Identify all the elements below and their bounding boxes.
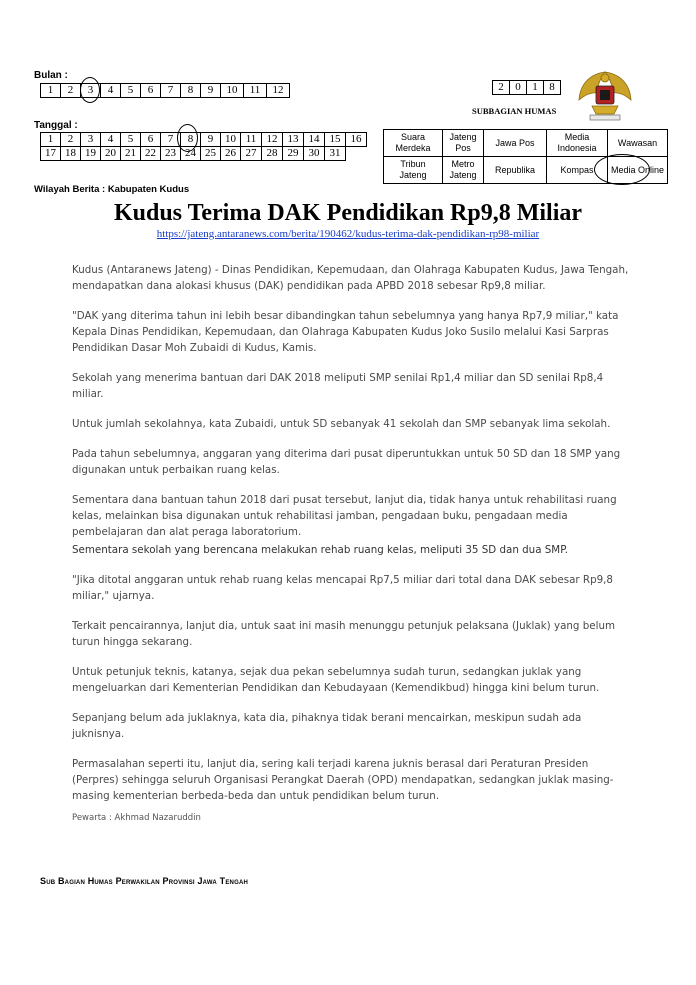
media-cell: Jateng Pos xyxy=(443,130,484,157)
day-cell: 8 xyxy=(181,133,201,147)
media-cell: Republika xyxy=(484,157,547,184)
year-digit: 1 xyxy=(527,81,544,95)
day-cell: 27 xyxy=(241,147,262,161)
day-cell: 28 xyxy=(262,147,283,161)
article-paragraph: Sekolah yang menerima bantuan dari DAK 2018 meliputi SMP senilai Rp1,4 miliar dan SD senilai Rp8,4 miliar. xyxy=(72,372,604,400)
day-cell: 9 xyxy=(201,133,221,147)
day-cell: 25 xyxy=(201,147,221,161)
media-cell: Wawasan xyxy=(608,130,668,157)
article-body xyxy=(72,262,632,826)
date-table xyxy=(40,132,367,161)
selected-day-circle xyxy=(177,124,198,152)
article-author: Pewarta : Akhmad Nazaruddin xyxy=(72,813,201,823)
day-cell: 13 xyxy=(283,133,304,147)
day-cell: 30 xyxy=(304,147,325,161)
year-digit: 8 xyxy=(544,81,561,95)
media-cell: Kompas xyxy=(547,157,608,184)
day-cell: 19 xyxy=(81,147,101,161)
article-paragraph: Untuk jumlah sekolahnya, kata Zubaidi, untuk SD sebanyak 41 sekolah dan SMP sebanyak lima sekolah. xyxy=(72,418,611,430)
day-cell: 20 xyxy=(101,147,121,161)
day-cell: 18 xyxy=(61,147,81,161)
article-paragraph: Terkait pencairannya, lanjut dia, untuk saat ini masih menunggu petunjuk pelaksana (Juklak) yang belum turun hingga sekarang. xyxy=(72,620,616,648)
month-cell: 3 xyxy=(81,84,101,98)
month-cell: 9 xyxy=(201,84,221,98)
article-paragraph: "DAK yang diterima tahun ini lebih besar dibandingkan tahun sebelumnya yang hanya Rp7,9 miliar," kata Kepala Dinas Pendidikan, Kepemudaan, dan Olahraga Kabupaten Kudus Joko Susilo melalui Kasi Sarpras Pendidikan Dasar Moh Zubaidi di Kudus, Kamis. xyxy=(72,310,619,354)
media-cell: Media Online xyxy=(608,157,668,184)
day-cell: 31 xyxy=(325,147,346,161)
month-cell: 4 xyxy=(101,84,121,98)
day-cell: 29 xyxy=(283,147,304,161)
year-digit: 0 xyxy=(510,81,527,95)
day-cell: 1 xyxy=(41,133,61,147)
day-cell: 6 xyxy=(141,133,161,147)
day-cell: 5 xyxy=(121,133,141,147)
month-cell: 12 xyxy=(267,84,290,98)
article-paragraph: Sepanjang belum ada juklaknya, kata dia, pihaknya tidak berani mencairkan, meskipun sudah ada juknisnya. xyxy=(72,712,582,740)
wilayah-label: Wilayah Berita : Kabupaten Kudus xyxy=(34,184,190,195)
day-cell: 24 xyxy=(181,147,201,161)
article-paragraph: Untuk petunjuk teknis, katanya, sejak dua pekan sebelumnya sudah turun, sedangkan juklak yang mengeluarkan dari Kementerian Pendidikan dan Kebudayaan (Kemendikbud) hingga kini belum turun. xyxy=(72,666,600,694)
month-cell: 10 xyxy=(221,84,244,98)
month-cell: 8 xyxy=(181,84,201,98)
media-cell: Media Indonesia xyxy=(547,130,608,157)
footer-label: Sub Bagian Humas Perwakilan Provinsi Jawa Tengah xyxy=(40,876,249,886)
media-cell: Suara Merdeka xyxy=(384,130,443,157)
article-paragraph: "Jika ditotal anggaran untuk rehab ruang kelas mencapai Rp7,5 miliar dari total dana DAK sebesar Rp9,8 miliar," ujarnya. xyxy=(72,574,613,602)
day-cell: 2 xyxy=(61,133,81,147)
month-cell: 7 xyxy=(161,84,181,98)
day-cell: 23 xyxy=(161,147,181,161)
day-cell: 4 xyxy=(101,133,121,147)
year-table xyxy=(492,80,561,95)
month-cell: 1 xyxy=(41,84,61,98)
tanggal-label: Tanggal : xyxy=(34,120,78,131)
day-cell: 22 xyxy=(141,147,161,161)
year-digit: 2 xyxy=(493,81,510,95)
selected-media-circle xyxy=(594,154,650,185)
day-cell: 12 xyxy=(262,133,283,147)
article-paragraph: Sementara dana bantuan tahun 2018 dari pusat tersebut, lanjut dia, tidak hanya untuk rehabilitasi ruang kelas, melainkan bisa digunakan untuk rehabilitasi jamban, pengadaan buku, pengadaan media pembelajaran dan alat peraga laboratorium. xyxy=(72,494,617,538)
selected-month-circle xyxy=(80,77,100,103)
article-paragraph: Permasalahan seperti itu, lanjut dia, sering kali terjadi karena juknis berasal dari Peraturan Presiden (Perpres) sehingga seluruh Organisasi Perangkat Daerah (OPD) mendapatkan, sedangkan juklak masing-masing kementerian berbeda-beda dan untuk pendidikan belum turun. xyxy=(72,758,614,802)
month-cell: 2 xyxy=(61,84,81,98)
day-cell: 14 xyxy=(304,133,325,147)
day-cell: 17 xyxy=(41,147,61,161)
media-cell: Jawa Pos xyxy=(484,130,547,157)
day-cell: 3 xyxy=(81,133,101,147)
bulan-label: Bulan : xyxy=(34,70,68,81)
article-paragraph: Pada tahun sebelumnya, anggaran yang diterima dari pusat diperuntukkan untuk 50 SD dan 18 SMP yang digunakan untuk perbaikan ruang kelas. xyxy=(72,448,621,476)
month-cell: 5 xyxy=(121,84,141,98)
article-paragraph: Kudus (Antaranews Jateng) - Dinas Pendidikan, Kepemudaan, dan Olahraga Kabupaten Kudus, Jawa Tengah, mendapatkan dana alokasi khusus (DAK) pendidikan pada APBD 2018 sebesar Rp9,8 miliar. xyxy=(72,264,629,292)
article-title: Kudus Terima DAK Pendidikan Rp9,8 Miliar xyxy=(113,200,583,226)
subbagian-humas-label: SUBBAGIAN HUMAS xyxy=(472,106,557,116)
month-cell: 11 xyxy=(244,84,267,98)
day-cell: 21 xyxy=(121,147,141,161)
day-cell: 26 xyxy=(221,147,241,161)
day-cell xyxy=(346,147,367,161)
day-cell: 16 xyxy=(346,133,367,147)
month-cell: 6 xyxy=(141,84,161,98)
article-url-link[interactable]: https://jateng.antaranews.com/berita/190462/kudus-terima-dak-pendidikan-rp98-miliar xyxy=(156,228,540,240)
media-cell: Tribun Jateng xyxy=(384,157,443,184)
article-paragraph: Sementara sekolah yang berencana melakukan rehab ruang kelas, meliputi 35 SD dan dua SMP. xyxy=(72,544,569,556)
day-cell: 15 xyxy=(325,133,346,147)
day-cell: 11 xyxy=(241,133,262,147)
garuda-emblem-icon xyxy=(576,66,634,122)
month-table xyxy=(40,83,290,98)
media-cell: Metro Jateng xyxy=(443,157,484,184)
day-cell: 7 xyxy=(161,133,181,147)
day-cell: 10 xyxy=(221,133,241,147)
